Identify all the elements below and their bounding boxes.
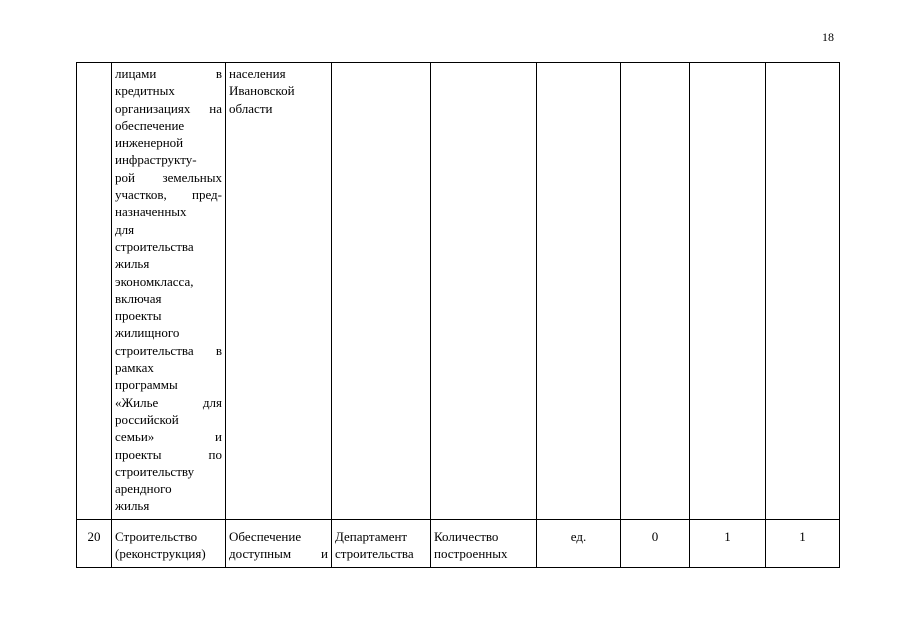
measure-line: инженерной bbox=[115, 135, 184, 151]
cell-number: 20 bbox=[77, 520, 112, 568]
measure-line: включая bbox=[115, 290, 162, 306]
cell-value-3 bbox=[766, 63, 840, 520]
table-row-continued bbox=[77, 63, 840, 520]
purpose-line: населения bbox=[229, 66, 286, 81]
cell-unit bbox=[537, 63, 621, 520]
measure-line: проекты по bbox=[115, 446, 222, 462]
measure-line: рой земельных bbox=[115, 169, 222, 185]
measure-line: организациях на bbox=[115, 100, 222, 116]
indicator-line: построенных bbox=[434, 546, 508, 562]
measure-line: жилищного bbox=[115, 325, 180, 341]
measure-line: строительства bbox=[115, 238, 194, 254]
measure-line: семьи» и bbox=[115, 429, 222, 445]
cell-indicator bbox=[431, 63, 537, 520]
measure-line: инфраструкту- bbox=[115, 152, 197, 168]
cell-purpose bbox=[226, 63, 332, 520]
page-number: 18 bbox=[822, 30, 834, 44]
measure-line: для bbox=[115, 221, 135, 237]
cell-measure bbox=[112, 63, 226, 520]
cell-indicator bbox=[431, 520, 537, 568]
program-table bbox=[76, 62, 840, 568]
cell-value-1: 0 bbox=[621, 520, 690, 568]
cell-value-2 bbox=[690, 63, 766, 520]
measure-line: российской bbox=[115, 411, 179, 427]
measure-line: арендного bbox=[115, 481, 172, 497]
cell-executor bbox=[332, 520, 431, 568]
purpose-line: Ивановской bbox=[229, 83, 295, 99]
measure-line: участков, пред- bbox=[115, 187, 222, 203]
measure-line: жилья bbox=[115, 498, 150, 514]
measure-line: программы bbox=[115, 377, 178, 393]
cell-measure bbox=[112, 520, 226, 568]
measure-line: проекты bbox=[115, 308, 162, 324]
cell-value-3: 1 bbox=[766, 520, 840, 568]
cell-value-2: 1 bbox=[690, 520, 766, 568]
measure-line: обеспечение bbox=[115, 117, 185, 133]
cell-value-1 bbox=[621, 63, 690, 520]
cell-unit: ед. bbox=[537, 520, 621, 568]
cell-number bbox=[77, 63, 112, 520]
measure-line: жилья bbox=[115, 256, 150, 272]
table-row-20 bbox=[77, 520, 840, 568]
measure-line: «Жилье для bbox=[115, 394, 222, 410]
cell-executor bbox=[332, 63, 431, 520]
measure-line: Строительство bbox=[115, 529, 198, 544]
measure-line: лицами в bbox=[115, 66, 222, 81]
measure-line: строительства в bbox=[115, 342, 222, 358]
measure-line: назначенных bbox=[115, 204, 187, 220]
purpose-line: области bbox=[229, 100, 273, 116]
executor-line: Департамент bbox=[335, 529, 408, 544]
executor-line: строительства bbox=[335, 546, 414, 562]
measure-line: рамках bbox=[115, 360, 154, 376]
cell-purpose bbox=[226, 520, 332, 568]
measure-line: (реконструкция) bbox=[115, 546, 206, 562]
measure-line: кредитных bbox=[115, 83, 175, 99]
measure-line: экономкласса, bbox=[115, 273, 194, 289]
purpose-line: доступным и bbox=[229, 546, 328, 562]
indicator-line: Количество bbox=[434, 529, 499, 544]
measure-line: строительству bbox=[115, 463, 195, 479]
purpose-line: Обеспечение bbox=[229, 529, 302, 544]
